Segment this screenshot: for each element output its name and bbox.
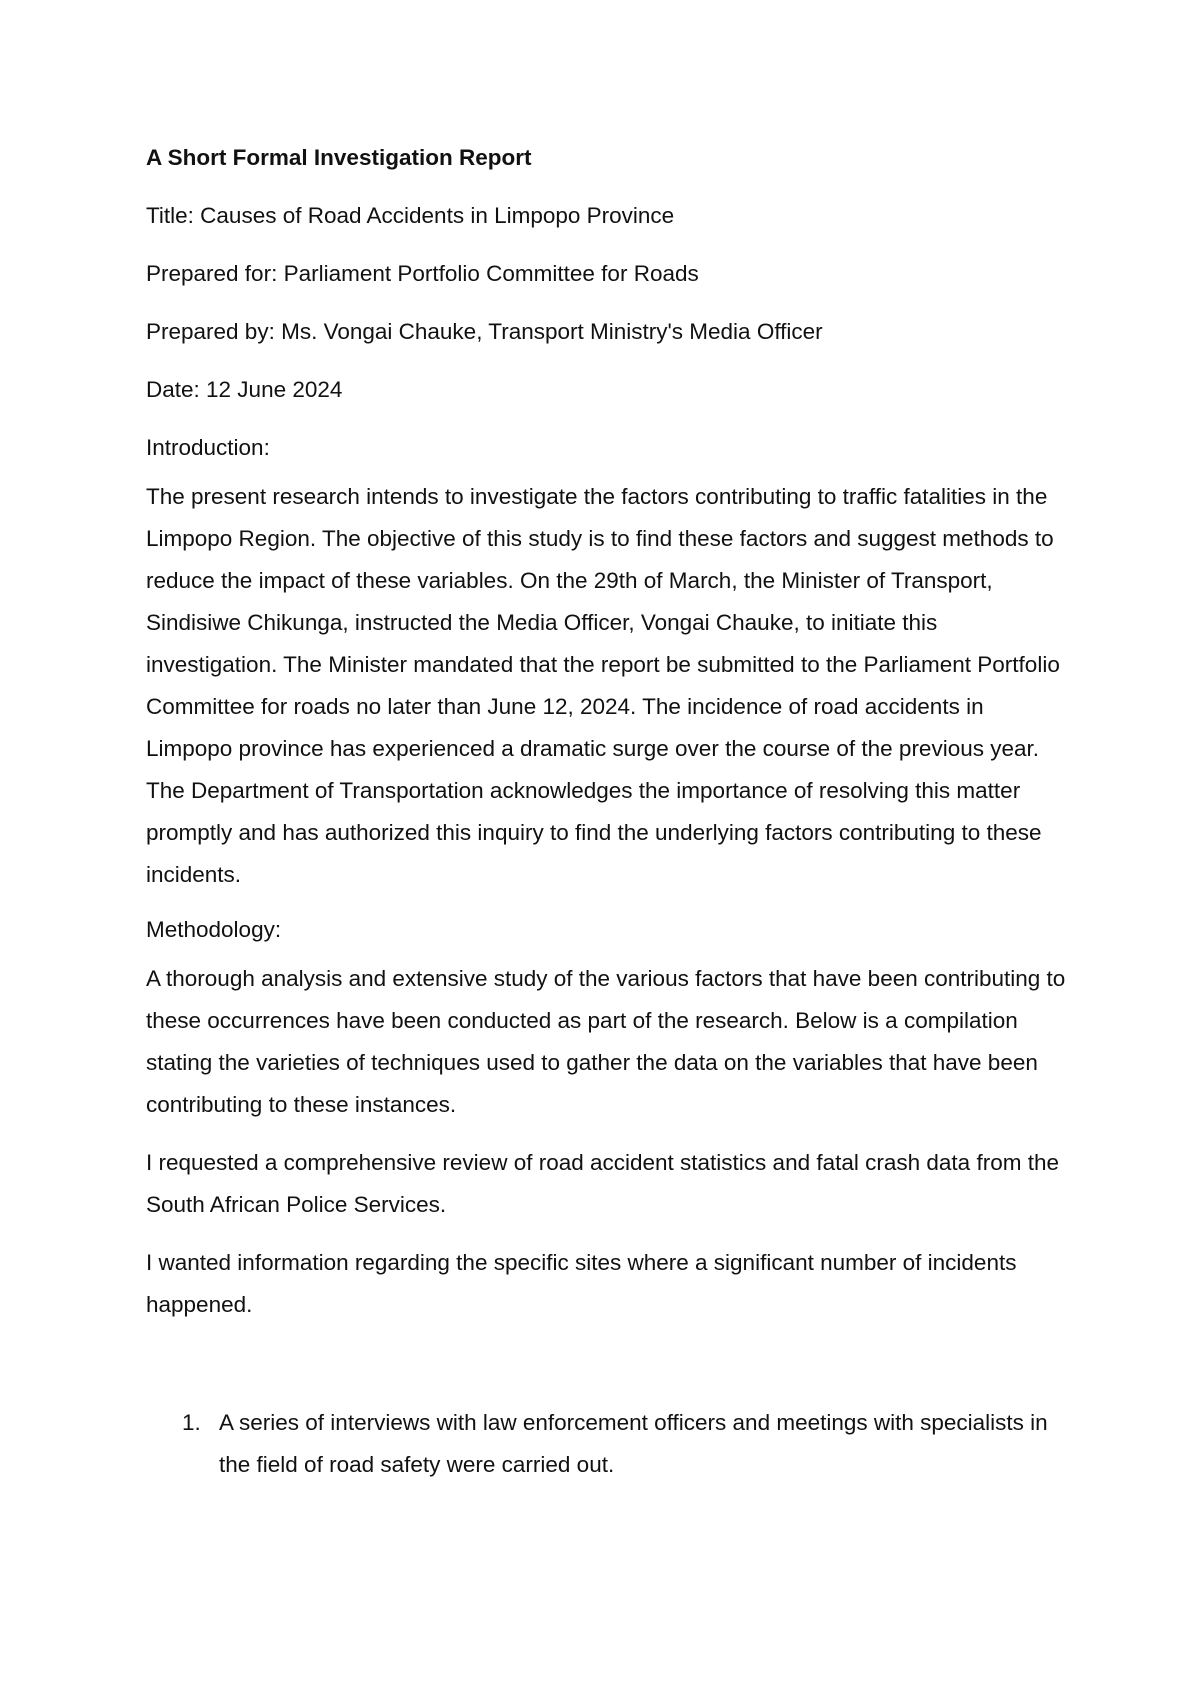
prepared-for: Prepared for: Parliament Portfolio Committee for Roads bbox=[146, 261, 699, 286]
methodology-paragraph: A thorough analysis and extensive study of the various factors that have been contributing to these occurrences have been conducted as part of the research. Below is a compilation stating the varieties of techniques used to gather the data on the variables that have been contributing to these instances. bbox=[146, 966, 1066, 1117]
report-title: Title: Causes of Road Accidents in Limpopo Province bbox=[146, 203, 675, 228]
request-paragraph: I requested a comprehensive review of road accident statistics and fatal crash data from the South African Police Services. bbox=[146, 1150, 1059, 1217]
list-item-number: 1. bbox=[182, 1410, 201, 1435]
list-item-text: A series of interviews with law enforcement officers and meetings with specialists in the field of road safety were carried out. bbox=[219, 1410, 1048, 1477]
introduction-label: Introduction: bbox=[146, 435, 270, 460]
report-heading: A Short Formal Investigation Report bbox=[146, 145, 532, 170]
list-item bbox=[146, 1402, 1066, 1486]
methods-list bbox=[146, 1402, 1066, 1486]
methodology-label: Methodology: bbox=[146, 917, 282, 942]
wanted-paragraph: I wanted information regarding the specific sites where a significant number of incidents happened. bbox=[146, 1250, 1017, 1317]
prepared-by: Prepared by: Ms. Vongai Chauke, Transport Ministry's Media Officer bbox=[146, 319, 823, 344]
introduction-paragraph: The present research intends to investigate the factors contributing to traffic fatalities in the Limpopo Region. The objective of this study is to find these factors and suggest methods to reduce the impact of these variables. On the 29th of March, the Minister of Transport, Sindisiwe Chikunga, instructed the Media Officer, Vongai Chauke, to initiate this investigation. The Minister mandated that the report be submitted to the Parliament Portfolio Committee for roads no later than June 12, 2024. The incidence of road accidents in Limpopo province has experienced a dramatic surge over the course of the previous year. The Department of Transportation acknowledges the importance of resolving this matter promptly and has authorized this inquiry to find the underlying factors contributing to these incidents. bbox=[146, 484, 1060, 887]
report-date: Date: 12 June 2024 bbox=[146, 377, 343, 402]
document-body bbox=[146, 140, 1066, 1486]
